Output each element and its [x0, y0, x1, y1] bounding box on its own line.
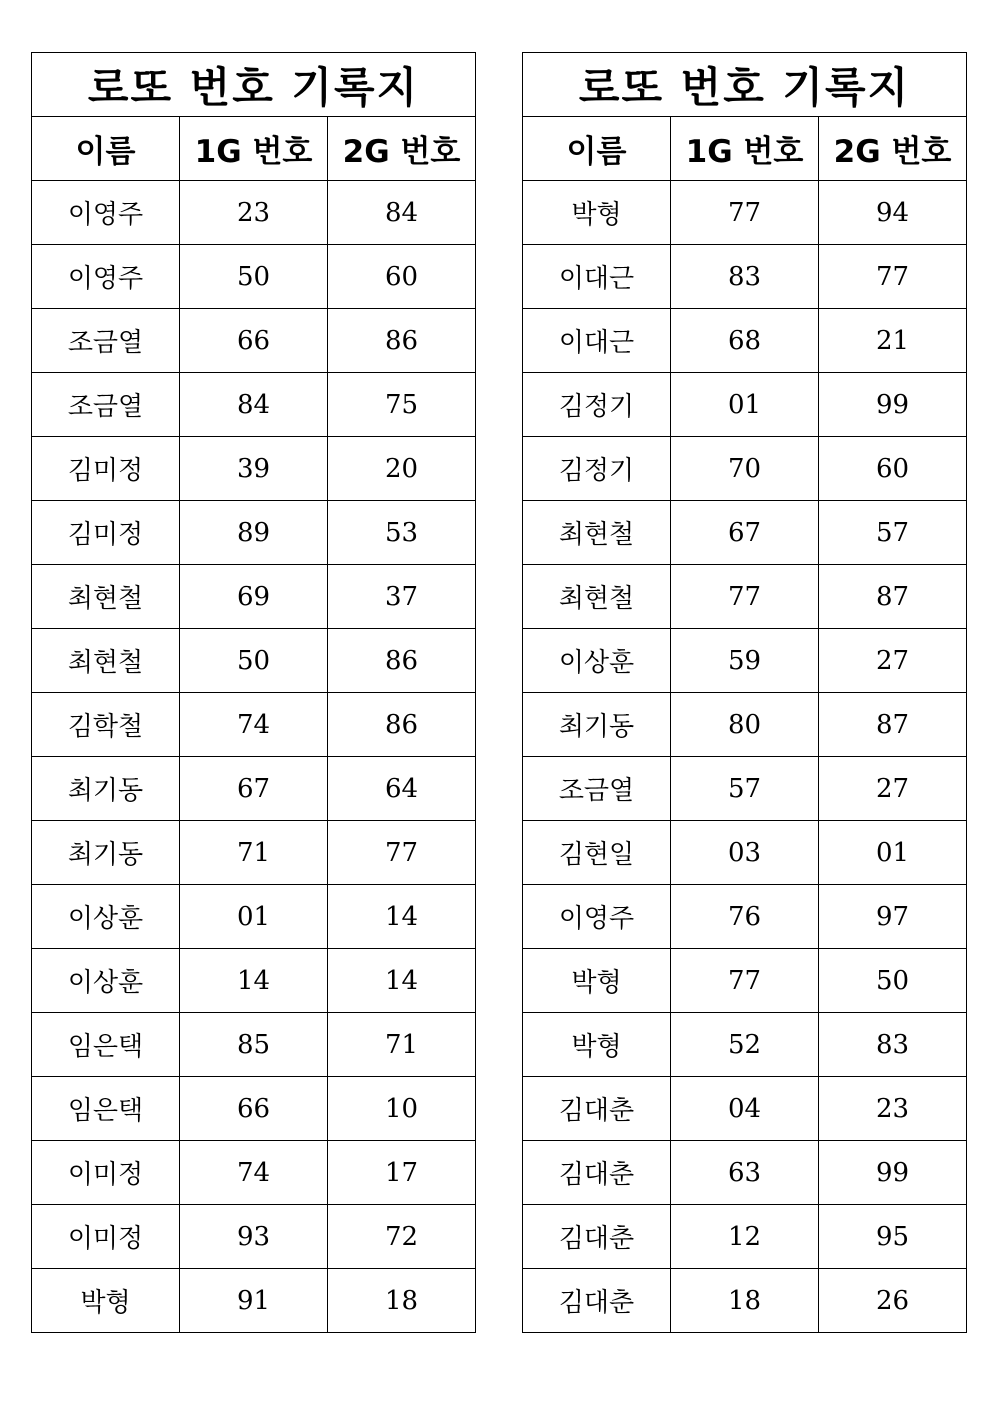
game2-number-cell: 64 — [328, 757, 476, 821]
game2-number-cell: 84 — [328, 181, 476, 245]
game1-number-cell: 01 — [180, 885, 328, 949]
table-title: 로또 번호 기록지 — [32, 53, 476, 117]
name-cell: 이미정 — [32, 1141, 180, 1205]
name-cell: 박형 — [523, 181, 671, 245]
game1-number-cell: 89 — [180, 501, 328, 565]
game2-number-cell: 60 — [328, 245, 476, 309]
game2-number-cell: 27 — [819, 629, 967, 693]
game2-number-cell: 57 — [819, 501, 967, 565]
table-row — [523, 821, 967, 885]
game1-number-cell: 03 — [671, 821, 819, 885]
game1-number-cell: 04 — [671, 1077, 819, 1141]
table-row — [523, 1269, 967, 1333]
table-body — [523, 53, 967, 1333]
name-cell: 조금열 — [523, 757, 671, 821]
table-row — [523, 1205, 967, 1269]
table-title: 로또 번호 기록지 — [523, 53, 967, 117]
game2-number-cell: 27 — [819, 757, 967, 821]
table-row — [32, 1141, 476, 1205]
table-row — [523, 885, 967, 949]
name-cell: 박형 — [523, 949, 671, 1013]
game1-number-cell: 85 — [180, 1013, 328, 1077]
game1-number-cell: 63 — [671, 1141, 819, 1205]
name-cell: 김대춘 — [523, 1269, 671, 1333]
name-cell: 조금열 — [32, 309, 180, 373]
table-row — [32, 1269, 476, 1333]
game2-number-cell: 01 — [819, 821, 967, 885]
game1-number-cell: 67 — [671, 501, 819, 565]
game1-number-cell: 77 — [671, 565, 819, 629]
name-cell: 최현철 — [523, 565, 671, 629]
name-cell: 최기동 — [32, 757, 180, 821]
game2-number-cell: 87 — [819, 565, 967, 629]
game1-number-cell: 77 — [671, 949, 819, 1013]
header-row — [32, 117, 476, 181]
game2-number-cell: 18 — [328, 1269, 476, 1333]
title-row — [32, 53, 476, 117]
game1-number-cell: 68 — [671, 309, 819, 373]
game1-number-cell: 74 — [180, 693, 328, 757]
table-row — [32, 501, 476, 565]
name-cell: 김미정 — [32, 501, 180, 565]
name-cell: 임은택 — [32, 1077, 180, 1141]
header-1g: 1G 번호 — [180, 117, 328, 181]
name-cell: 김정기 — [523, 437, 671, 501]
game2-number-cell: 75 — [328, 373, 476, 437]
name-cell: 박형 — [523, 1013, 671, 1077]
game2-number-cell: 53 — [328, 501, 476, 565]
header-row — [523, 117, 967, 181]
game2-number-cell: 72 — [328, 1205, 476, 1269]
name-cell: 이상훈 — [523, 629, 671, 693]
table-row — [32, 309, 476, 373]
name-cell: 임은택 — [32, 1013, 180, 1077]
name-cell: 이영주 — [32, 245, 180, 309]
game1-number-cell: 77 — [671, 181, 819, 245]
table-row — [32, 1013, 476, 1077]
name-cell: 최기동 — [523, 693, 671, 757]
table-row — [523, 245, 967, 309]
table-row — [523, 757, 967, 821]
table-row — [523, 693, 967, 757]
header-1g: 1G 번호 — [671, 117, 819, 181]
name-cell: 이상훈 — [32, 949, 180, 1013]
game2-number-cell: 10 — [328, 1077, 476, 1141]
game1-number-cell: 84 — [180, 373, 328, 437]
table-row — [523, 949, 967, 1013]
header-2g: 2G 번호 — [328, 117, 476, 181]
game2-number-cell: 95 — [819, 1205, 967, 1269]
game1-number-cell: 50 — [180, 629, 328, 693]
header-2g: 2G 번호 — [819, 117, 967, 181]
game2-number-cell: 17 — [328, 1141, 476, 1205]
title-row — [523, 53, 967, 117]
game2-number-cell: 87 — [819, 693, 967, 757]
game1-number-cell: 71 — [180, 821, 328, 885]
game1-number-cell: 83 — [671, 245, 819, 309]
table-row — [32, 629, 476, 693]
table-row — [32, 693, 476, 757]
table-row — [32, 437, 476, 501]
header-name: 이름 — [32, 117, 180, 181]
game2-number-cell: 97 — [819, 885, 967, 949]
game2-number-cell: 83 — [819, 1013, 967, 1077]
table-row — [523, 629, 967, 693]
game1-number-cell: 18 — [671, 1269, 819, 1333]
game1-number-cell: 59 — [671, 629, 819, 693]
header-name: 이름 — [523, 117, 671, 181]
game1-number-cell: 76 — [671, 885, 819, 949]
game2-number-cell: 60 — [819, 437, 967, 501]
table-row — [32, 757, 476, 821]
game2-number-cell: 50 — [819, 949, 967, 1013]
table-row — [523, 437, 967, 501]
game2-number-cell: 23 — [819, 1077, 967, 1141]
name-cell: 박형 — [32, 1269, 180, 1333]
name-cell: 이영주 — [32, 181, 180, 245]
table-row — [523, 565, 967, 629]
name-cell: 김학철 — [32, 693, 180, 757]
name-cell: 김대춘 — [523, 1077, 671, 1141]
game1-number-cell: 23 — [180, 181, 328, 245]
name-cell: 조금열 — [32, 373, 180, 437]
game1-number-cell: 66 — [180, 309, 328, 373]
table-row — [523, 373, 967, 437]
game2-number-cell: 99 — [819, 373, 967, 437]
game2-number-cell: 77 — [819, 245, 967, 309]
table-row — [32, 1205, 476, 1269]
game2-number-cell: 26 — [819, 1269, 967, 1333]
lotto-record-table-left — [31, 52, 476, 1333]
game1-number-cell: 12 — [671, 1205, 819, 1269]
table-row — [32, 1077, 476, 1141]
name-cell: 최현철 — [32, 565, 180, 629]
table-row — [523, 181, 967, 245]
game2-number-cell: 20 — [328, 437, 476, 501]
name-cell: 최현철 — [32, 629, 180, 693]
lotto-record-table-right — [522, 52, 967, 1333]
game1-number-cell: 01 — [671, 373, 819, 437]
game1-number-cell: 66 — [180, 1077, 328, 1141]
name-cell: 김미정 — [32, 437, 180, 501]
game2-number-cell: 14 — [328, 949, 476, 1013]
game1-number-cell: 80 — [671, 693, 819, 757]
game2-number-cell: 86 — [328, 309, 476, 373]
game1-number-cell: 50 — [180, 245, 328, 309]
table-row — [32, 181, 476, 245]
name-cell: 최현철 — [523, 501, 671, 565]
table-row — [32, 949, 476, 1013]
game2-number-cell: 77 — [328, 821, 476, 885]
game2-number-cell: 21 — [819, 309, 967, 373]
game2-number-cell: 71 — [328, 1013, 476, 1077]
game1-number-cell: 67 — [180, 757, 328, 821]
table-body — [32, 53, 476, 1333]
game2-number-cell: 94 — [819, 181, 967, 245]
table-row — [523, 1141, 967, 1205]
table-row — [32, 885, 476, 949]
game1-number-cell: 93 — [180, 1205, 328, 1269]
game2-number-cell: 86 — [328, 693, 476, 757]
game1-number-cell: 52 — [671, 1013, 819, 1077]
name-cell: 김현일 — [523, 821, 671, 885]
game2-number-cell: 37 — [328, 565, 476, 629]
name-cell: 김정기 — [523, 373, 671, 437]
name-cell: 이대근 — [523, 245, 671, 309]
table-row — [32, 373, 476, 437]
table-row — [523, 309, 967, 373]
table-row — [523, 501, 967, 565]
name-cell: 최기동 — [32, 821, 180, 885]
game1-number-cell: 14 — [180, 949, 328, 1013]
name-cell: 이영주 — [523, 885, 671, 949]
name-cell: 이대근 — [523, 309, 671, 373]
game1-number-cell: 91 — [180, 1269, 328, 1333]
name-cell: 이미정 — [32, 1205, 180, 1269]
table-row — [32, 565, 476, 629]
name-cell: 김대춘 — [523, 1205, 671, 1269]
game2-number-cell: 99 — [819, 1141, 967, 1205]
game1-number-cell: 74 — [180, 1141, 328, 1205]
game1-number-cell: 39 — [180, 437, 328, 501]
name-cell: 김대춘 — [523, 1141, 671, 1205]
game1-number-cell: 57 — [671, 757, 819, 821]
game1-number-cell: 70 — [671, 437, 819, 501]
table-row — [32, 821, 476, 885]
game2-number-cell: 14 — [328, 885, 476, 949]
game2-number-cell: 86 — [328, 629, 476, 693]
table-row — [523, 1077, 967, 1141]
name-cell: 이상훈 — [32, 885, 180, 949]
game1-number-cell: 69 — [180, 565, 328, 629]
table-row — [32, 245, 476, 309]
table-row — [523, 1013, 967, 1077]
